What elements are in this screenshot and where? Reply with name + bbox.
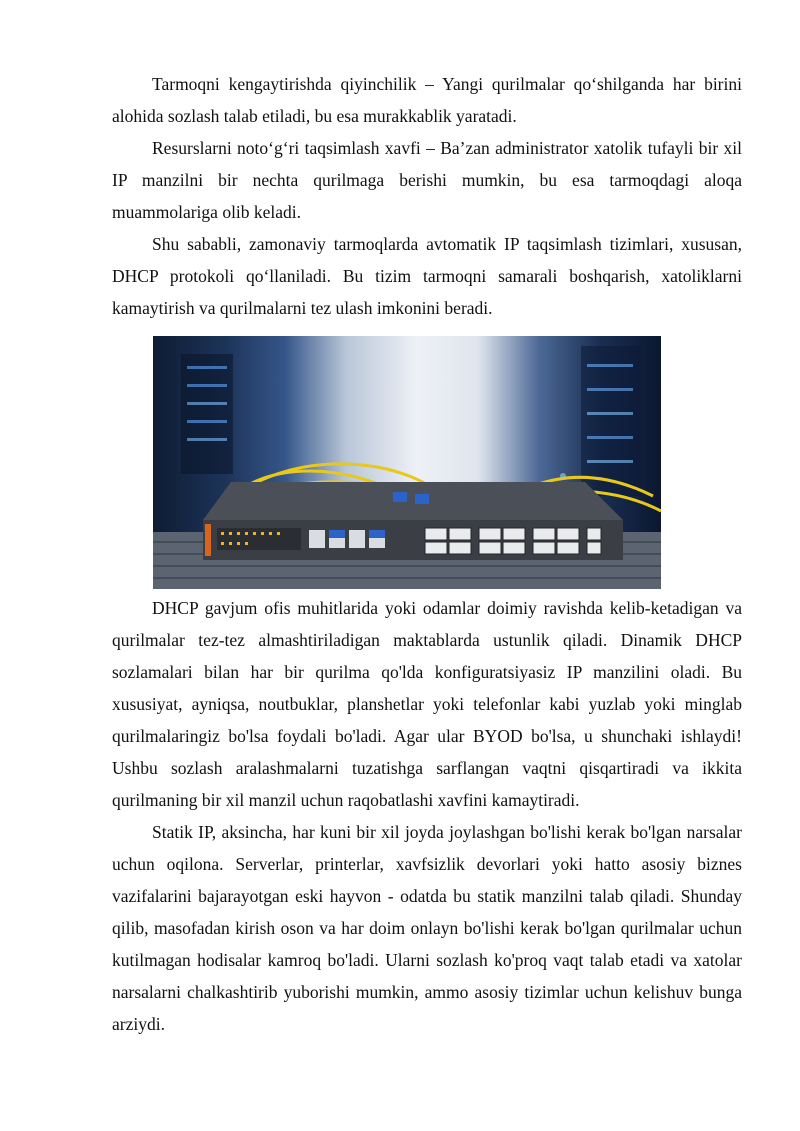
paragraph: Shu sababli, zamonaviy tarmoqlarda avtomatik IP taqsimlash tizimlari, xususan, DHCP protokoli qo‘llaniladi. Bu tizim tarmoqni samarali boshqarish, xatoliklarni kamaytirish va qurilmalarni tez ulash imkonini beradi. [112,234,742,318]
text-block-bottom [112,592,742,1040]
paragraph: Statik IP, aksincha, har kuni bir xil joyda joylashgan bo'lishi kerak bo'lgan narsalar uchun oqilona. Serverlar, printerlar, xavfsizlik devorlari yoki hatto asosiy biznes vazifalarini bajarayotgan eski hayvon - odatda bu statik manzilni talab qiladi. Shunday qilib, masofadan kirish oson va har doim onlayn bo'lishi kerak bo'lgan qurilmalar uchun kutilmagan hodisalar kamroq bo'ladi. Ularni sozlash ko'proq vaqt talab etadi va xatolar narsalarni chalkashtirib yuborishi mumkin, ammo asosiy tizimlar uchun kelishuv bunga arziydi. [112,822,742,1034]
text-block-top [112,68,742,324]
server-rack-background [181,346,641,496]
paragraph: Tarmoqni kengaytirishda qiyinchilik – Yangi qurilmalar qo‘shilganda har birini alohida sozlash talab etiladi, bu esa murakkablik yaratadi. [112,74,742,126]
switch-illustration [153,336,661,589]
switch-top [203,482,623,520]
network-switch-photo [153,336,661,589]
paragraph: DHCP gavjum ofis muhitlarida yoki odamlar doimiy ravishda kelib-ketadigan va qurilmalar tez-tez almashtiriladigan maktablarda ustunlik qiladi. Dinamik DHCP sozlamalari bilan har bir qurilma qo'lda konfiguratsiyasiz IP manzilini oladi. Bu xususiyat, ayniqsa, noutbuklar, planshetlar yoki telefonlar kabi yuzlab yoki minglab qurilmalaringiz bo'lsa foydali bo'ladi. Agar ular BYOD bo'lsa, u shunchaki ishlaydi! Ushbu sozlash aralashmalarni tuzatishga sarflangan vaqtni qisqartiradi va ikkita qurilmaning bir xil manzil uchun raqobatlashi xavfini kamaytiradi. [112,598,742,810]
paragraph: Resurslarni noto‘g‘ri taqsimlash xavfi – Ba’zan administrator xatolik tufayli bir xil IP manzilni bir nechta qurilmaga berishi mumkin, bu esa tarmoqdagi aloqa muammolariga olib keladi. [112,138,742,222]
accent-strip [205,524,211,556]
